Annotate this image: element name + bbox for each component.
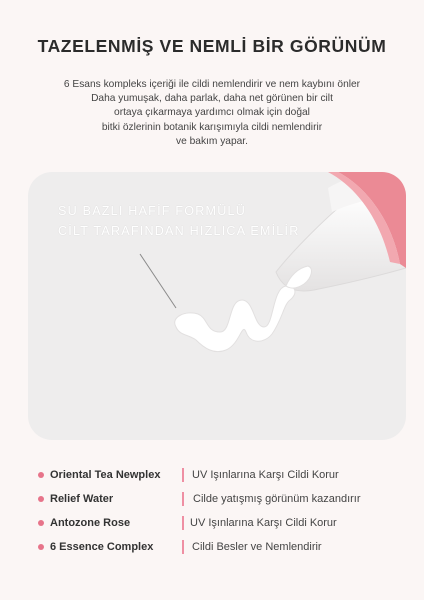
product-description [30, 78, 394, 149]
divider [182, 516, 184, 530]
bullet-icon [38, 472, 44, 478]
ingredient-benefit: UV Işınlarına Karşı Cildi Korur [192, 469, 339, 481]
ingredient-benefit: Cildi Besler ve Nemlendirir [192, 541, 322, 553]
divider [182, 492, 184, 506]
list-item [38, 492, 408, 516]
list-item [38, 516, 408, 540]
list-item [38, 468, 408, 492]
description-line: ortaya çıkarmaya yardımcı olmak için doğal [114, 107, 310, 119]
ingredient-name: Oriental Tea Newplex [50, 469, 161, 481]
bullet-icon [38, 496, 44, 502]
ingredient-name: Relief Water [50, 493, 114, 505]
description-line: 6 Esans kompleks içeriği ile cildi nemlendirir ve nem kaybını önler [63, 79, 361, 90]
bullet-icon [38, 544, 44, 550]
ingredient-name: Antozone Rose [50, 517, 131, 529]
panel-caption-line1: SU BAZLI HAFİF FORMÜLÜ [58, 204, 247, 218]
ingredient-benefit: Cilde yatışmış görünüm kazandırır [193, 493, 361, 505]
description-line: ve bakım yapar. [176, 135, 248, 147]
ingredient-benefit: UV Işınlarına Karşı Cildi Korur [190, 517, 337, 529]
divider [182, 468, 184, 482]
page-title: TAZELENMİŞ VE NEMLİ BİR GÖRÜNÜM [37, 36, 387, 56]
texture-image-panel [28, 172, 406, 440]
bullet-icon [38, 520, 44, 526]
panel-caption-line2: CİLT TARAFINDAN HIZLICA EMİLİR [58, 224, 300, 238]
description-line: Daha yumuşak, daha parlak, daha net görünen bir cilt [91, 93, 333, 105]
description-line: bitki özlerinin botanik karışımıyla cildi nemlendirir [101, 121, 323, 133]
ingredient-list [38, 468, 408, 564]
ingredient-name: 6 Essence Complex [50, 541, 154, 553]
divider [182, 540, 184, 554]
pointer-line [140, 254, 176, 308]
list-item [38, 540, 408, 564]
cream-swirl [175, 266, 312, 352]
